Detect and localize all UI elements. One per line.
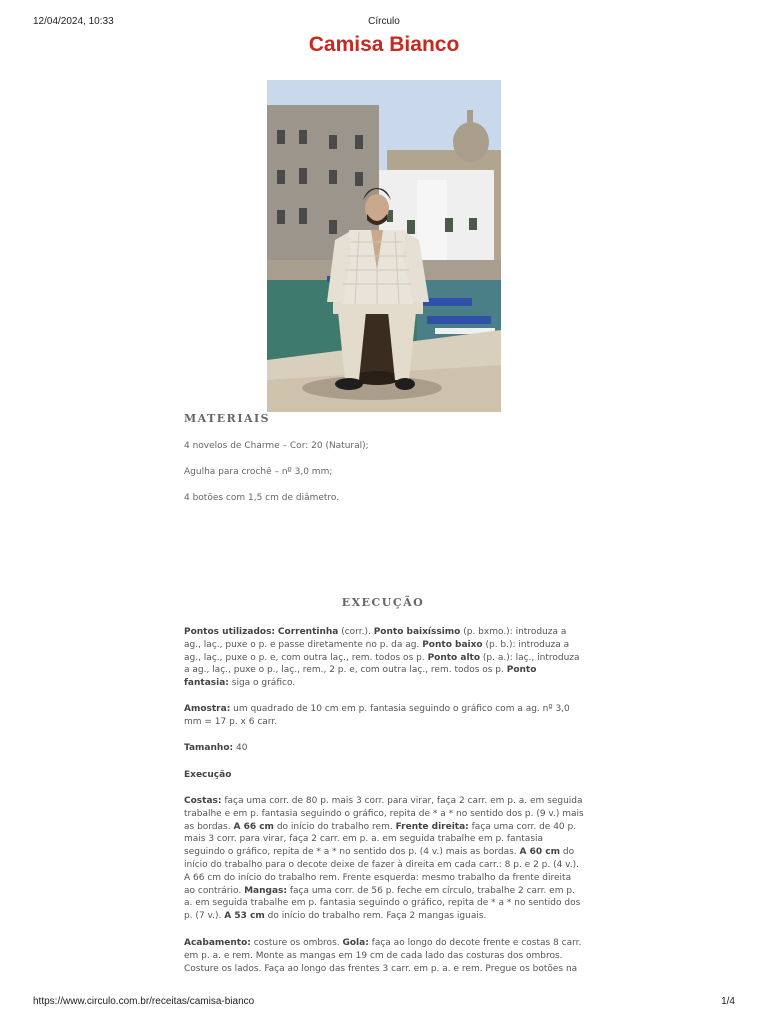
execucao-label: Execução [184, 770, 232, 780]
text-span: 40 [233, 743, 248, 753]
term-ponto-baixissimo: Ponto baixíssimo [373, 627, 461, 637]
material-item: 4 botões com 1,5 cm de diâmetro. [184, 493, 340, 503]
text-span: faça ao longo do decote frente e costas 8 carr. em p. a. e rem. Monte as mangas em 19 cm de cada lado das costuras dos ombros. Costure os lados. Faça ao longo das frentes 3 carr. em p. a. e rem. Pregue os botões na [184, 938, 582, 974]
photo-image [267, 80, 501, 412]
text-span: faça uma corr. de 80 p. mais 3 corr. para virar, faça 2 carr. em p. a. em seguida trabalhe e em p. fantasia seguindo o gráfico, repita de * a * no sentido dos p. (9 v.) mais as bordas. [184, 796, 584, 832]
tamanho-paragraph [184, 742, 584, 755]
pontos-lead: Pontos utilizados: [184, 627, 276, 637]
bold-span: A 66 cm [233, 821, 274, 832]
text-span: do início do trabalho rem. [273, 821, 396, 832]
text-span: (p. bxmo.): introduza a ag., laç., puxe o p. e passe diretamente no p. da ag. [184, 627, 567, 650]
text-span: (corr.). [338, 627, 374, 637]
pontos-paragraph [184, 626, 584, 690]
product-photo [267, 80, 501, 412]
acabamento-lead: Acabamento: [184, 938, 251, 948]
costas-lead: Costas: [184, 796, 222, 806]
text-span: (p. b.): introduza a ag., laç., puxe o p. e, com outra laç., rem. todos os p. [184, 639, 570, 663]
text-span: um quadrado de 10 cm em p. fantasia seguindo o gráfico com a ag. nº 3,0 mm = 17 p. x 6 carr. [184, 704, 570, 727]
amostra-lead: Amostra: [184, 704, 231, 714]
bold-span: A 53 cm [224, 911, 265, 922]
print-site-title: Círculo [368, 16, 400, 27]
tamanho-lead: Tamanho: [184, 743, 234, 753]
material-item: Agulha para crochê – nº 3,0 mm; [184, 467, 333, 477]
text-span: do início do trabalho rem. Faça 2 mangas iguais. [264, 911, 487, 922]
bold-span: A 60 cm [519, 847, 560, 858]
page-title: Camisa Bianco [308, 33, 460, 56]
execucao-heading: EXECUÇÃO [341, 596, 425, 609]
text-span: faça uma corr. de 56 p. feche em círculo, trabalhe 2 carr. em p. a. em seguida trabalhe em p. fantasia seguindo o gráfico, repita de * a * no sentido dos p. (7 v.). [184, 885, 581, 922]
text-span: costure os ombros. [250, 938, 343, 948]
acabamento-paragraph [184, 937, 584, 975]
material-item: 4 novelos de Charme – Cor: 20 (Natural); [184, 441, 369, 451]
term-ponto-fantasia: Ponto fantasia: [184, 665, 537, 689]
text-span: (p. a.): laç., introduza a ag., laç., puxe o p., laç., rem., 2 p. e, com outra laç., rem. todos os p. [184, 652, 580, 676]
costas-paragraph [184, 795, 584, 923]
term-ponto-baixo: Ponto baixo [422, 639, 483, 650]
print-url: https://www.circulo.com.br/receitas/camisa-bianco [33, 996, 255, 1007]
text-span: faça uma corr. de 40 p. mais 3 corr. para virar, faça 2 carr. em p. a. em seguida trabalhe em p. fantasia seguindo o gráfico, repita de * a * no sentido dos p. (4 v.) mais as bordas. [184, 821, 577, 858]
bold-span: Gola: [342, 938, 369, 948]
amostra-paragraph [184, 703, 584, 729]
term-ponto-alto: Ponto alto [427, 652, 481, 663]
text-span: do início do trabalho para o decote deixe de fazer à direita em cada carr.: 8 p. e 2 p. (4 v.). A 66 cm do início do trabalho rem. Frente esquerda: mesmo trabalho da frente direita ao contrário. [184, 847, 580, 896]
execucao-subheading [184, 769, 584, 782]
bold-span: Mangas: [244, 885, 287, 896]
print-date: 12/04/2024, 10:33 [33, 16, 114, 27]
page-number: 1/4 [721, 996, 735, 1007]
bold-span: Frente direita: [395, 821, 469, 832]
term-correntinha: Correntinha [277, 627, 339, 637]
materiais-heading: MATERIAIS [184, 412, 271, 425]
text-span: siga o gráfico. [228, 678, 296, 689]
